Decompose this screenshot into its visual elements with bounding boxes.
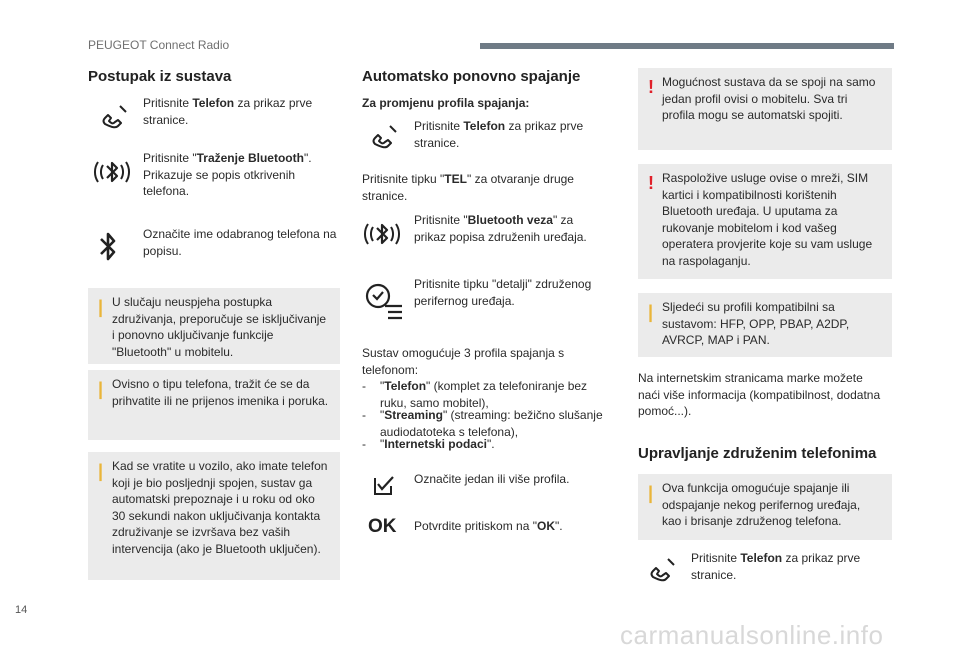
phone-handset-icon [648, 553, 678, 583]
bluetooth-connection-icon [362, 214, 402, 254]
profiles-intro: Sustav omogućuje 3 profila spajanja s telefonom: [362, 346, 565, 377]
step-text: Potvrdite pritiskom na "OK". [414, 519, 563, 533]
warning-note: ! Mogućnost sustava da se spoji na samo jedan profil ovisi o mobitelu. Sva tri profila mogu se automatski spojiti. [638, 68, 892, 150]
info-marker-icon: | [98, 297, 104, 317]
step-text: Pritisnite Telefon za prikaz prve stranice. [143, 96, 313, 127]
info-note: | Kad se vratite u vozilo, ako imate telefon koji je bio posljednji spojen, sustav ga automatski prepoznaje i u roku od oko 30 sekundi nakon uključivanja kontakta združivanje se izvršava bez vaših intervencija (ako je Bluetooth uključen). [88, 452, 340, 580]
info-note: | Ova funkcija omogućuje spajanje ili odspajanje nekog perifernog uređaja, kao i brisanje združenog telefona. [638, 474, 892, 540]
info-marker-icon: | [98, 379, 104, 399]
info-marker-icon: | [648, 483, 654, 503]
running-header: PEUGEOT Connect Radio [88, 38, 230, 52]
info-marker-icon: | [98, 461, 104, 481]
list-item: - "Streaming" (streaming: bežično slušanje audiodatoteka s telefona), [362, 408, 603, 439]
warning-marker-icon: ! [648, 77, 654, 97]
list-item: - "Telefon" (komplet za telefoniranje bez ruku, samo mobitel), [362, 379, 588, 410]
watermark: carmanualsonline.info [620, 620, 884, 650]
step-text: Pritisnite "Traženje Bluetooth". Prikazuje se popis otkrivenih telefona. [143, 151, 312, 198]
step-text: Pritisnite "Bluetooth veza" za prikaz popisa združenih uređaja. [414, 213, 587, 244]
warning-marker-icon: ! [648, 173, 654, 193]
step-text: Označite ime odabranog telefona na popisu. [143, 227, 337, 258]
bluetooth-icon [98, 230, 118, 264]
info-note: | Ovisno o tipu telefona, tražit će se da prihvatite ili ne prijenos imenika i poruka. [88, 370, 340, 440]
section-title-manage: Upravljanje združenim telefonima [638, 445, 877, 462]
section-title-reconnect: Automatsko ponovno spajanje [362, 68, 581, 85]
phone-handset-icon [100, 100, 130, 130]
checkbox-icon [373, 474, 395, 496]
header-bar [480, 43, 894, 49]
list-item: - "Internetski podaci". [362, 437, 495, 451]
bluetooth-search-icon [92, 152, 132, 192]
step-text: Pritisnite tipku "detalji" združenog perifernog uređaja. [414, 277, 592, 308]
step-text: Označite jedan ili više profila. [414, 472, 570, 486]
tel-instruction: Pritisnite tipku "TEL" za otvaranje druge stranice. [362, 172, 574, 203]
page-number: 14 [15, 604, 28, 616]
section-title-pairing: Postupak iz sustava [88, 68, 232, 85]
step-text: Pritisnite Telefon za prikaz prve stranice. [691, 551, 861, 582]
details-icon [364, 282, 404, 320]
phone-handset-icon [370, 120, 400, 150]
step-text: Pritisnite Telefon za prikaz prve stranice. [414, 119, 584, 150]
ok-icon: OK [368, 516, 397, 537]
subtitle: Za promjenu profila spajanja: [362, 96, 530, 110]
info-note: | Sljedeći su profili kompatibilni sa sustavom: HFP, OPP, PBAP, A2DP, AVRCP, MAP i PAN. [638, 293, 892, 357]
warning-note: ! Raspoložive usluge ovise o mreži, SIM kartici i kompatibilnosti korištenih Bluetooth uređaja. U uputama za rukovanje mobitelom i kod vašeg operatera provjerite koje su vam usluge na raspolaganju. [638, 164, 892, 279]
info-marker-icon: | [648, 302, 654, 322]
info-note: | U slučaju neuspjeha postupka združivanja, preporučuje se isključivanje i ponovno uključivanje funkcije "Bluetooth" u mobitelu. [88, 288, 340, 364]
paragraph: Na internetskim stranicama marke možete naći više informacija (kompatibilnost, dodatna pomoć...). [638, 371, 881, 418]
